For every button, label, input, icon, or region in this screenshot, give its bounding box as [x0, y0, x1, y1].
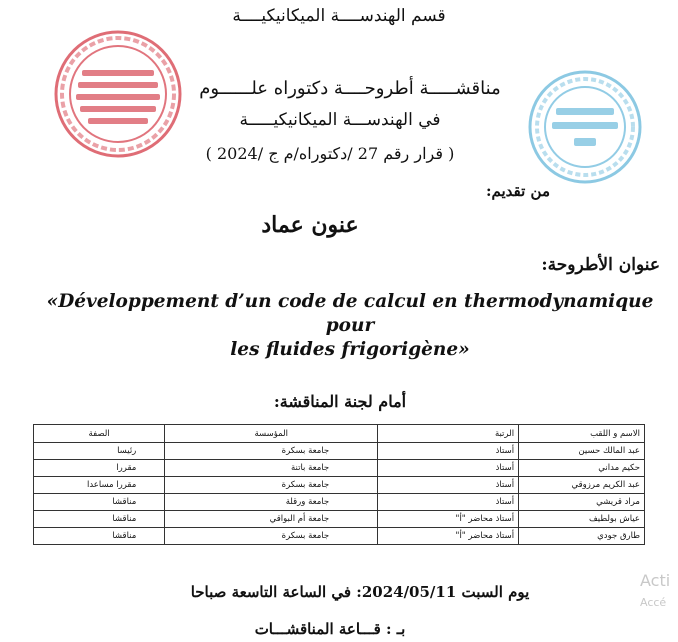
- specialty-field: في الهندســـة الميكانيكيـــــة: [239, 110, 441, 130]
- member-name: عياش بولطيف: [519, 511, 645, 528]
- member-institution: جامعة بسكرة: [165, 528, 378, 545]
- watermark-line-2: Accé: [640, 596, 667, 609]
- member-name: حكيم مداني: [519, 460, 645, 477]
- member-name: عبد المالك حسين: [519, 443, 645, 460]
- decree-reference: ( قرار رقم 27 /دكتوراه/م ج /2024 ): [205, 144, 455, 163]
- blue-stamp: [526, 68, 644, 186]
- department-heading: قسم الهندســــة الميكانيكيــــة: [232, 6, 446, 26]
- table-row: [34, 443, 645, 460]
- member-rank: أستاذ: [378, 477, 519, 494]
- committee-table: [33, 424, 645, 545]
- member-role: مقررا مساعدا: [34, 477, 165, 494]
- committee-table-header: [34, 425, 645, 443]
- table-row: [34, 511, 645, 528]
- member-role: مقررا: [34, 460, 165, 477]
- defense-location: بـ : قـــاعة المناقشـــات: [254, 620, 406, 638]
- defense-title: مناقشـــــة أطروحــــة دكتوراه علــــــوم: [199, 78, 501, 99]
- candidate-name: عنون عماد: [261, 212, 359, 238]
- member-rank: أستاذ: [378, 443, 519, 460]
- member-rank: أستاذ: [378, 494, 519, 511]
- header-rank: الرتبة: [378, 425, 519, 443]
- member-name: عبد الكريم مرزوقي: [519, 477, 645, 494]
- member-institution: جامعة بسكرة: [165, 443, 378, 460]
- member-rank: أستاذ: [378, 460, 519, 477]
- thesis-title-line-2: les fluides frigorigène»: [230, 339, 470, 360]
- member-institution: جامعة باتنة: [165, 460, 378, 477]
- table-row: [34, 528, 645, 545]
- defense-date: يوم السبت 2024/05/11: في الساعة التاسعة صباحا: [190, 583, 530, 601]
- member-rank: أستاذ محاضر "أ": [378, 528, 519, 545]
- member-role: مناقشا: [34, 528, 165, 545]
- thesis-title: [40, 290, 660, 362]
- presented-by-label: من تقديم:: [485, 182, 550, 200]
- watermark-line-1: Acti: [640, 571, 671, 590]
- header-institution: المؤسسة: [165, 425, 378, 443]
- member-institution: جامعة أم البواقي: [165, 511, 378, 528]
- member-role: رئيسا: [34, 443, 165, 460]
- member-rank: أستاذ محاضر "أ": [378, 511, 519, 528]
- thesis-title-label: عنوان الأطروحة:: [541, 255, 660, 275]
- member-role: مناقشا: [34, 511, 165, 528]
- table-row: [34, 494, 645, 511]
- thesis-title-line-1: «Développement d’un code de calcul en thermodynamique pour: [46, 291, 654, 336]
- member-institution: جامعة ورقلة: [165, 494, 378, 511]
- committee-label: أمام لجنة المناقشة:: [273, 392, 407, 411]
- member-name: طارق جودي: [519, 528, 645, 545]
- member-role: مناقشا: [34, 494, 165, 511]
- member-name: مراد قريشي: [519, 494, 645, 511]
- red-stamp: [52, 28, 184, 160]
- table-row: [34, 460, 645, 477]
- member-institution: جامعة بسكرة: [165, 477, 378, 494]
- activation-watermark: [640, 570, 678, 614]
- header-role: الصفة: [34, 425, 165, 443]
- header-name: الاسم و اللقب: [519, 425, 645, 443]
- table-row: [34, 477, 645, 494]
